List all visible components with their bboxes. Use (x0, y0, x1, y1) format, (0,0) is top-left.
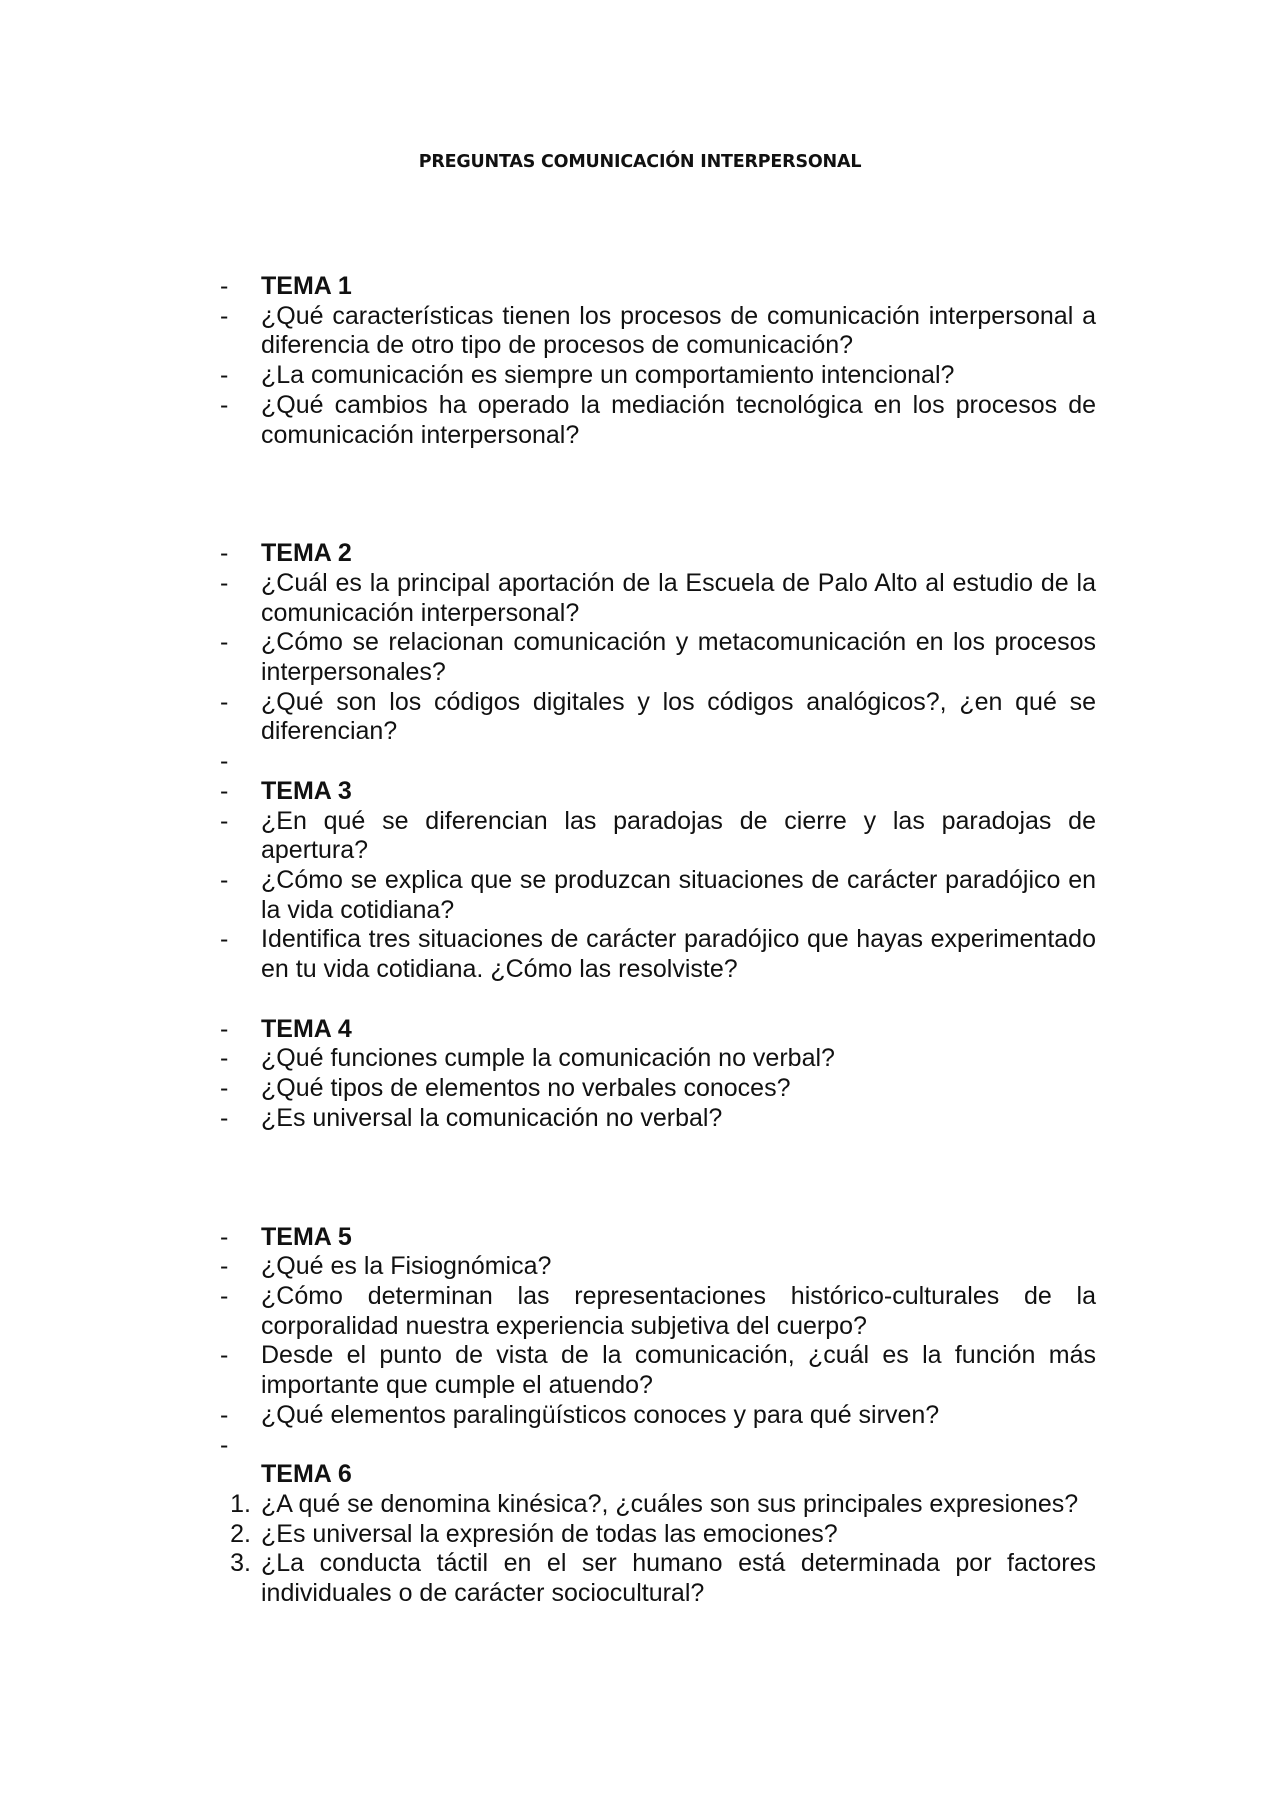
bullet-dash: - (220, 1103, 229, 1132)
tema-6-question-3: ¿La conducta táctil en el ser humano está determinada por factores individuales o de carácter sociocultural? (261, 1549, 1096, 1608)
tema-6-heading: TEMA 6 (261, 1460, 352, 1489)
list-item (220, 1549, 1096, 1608)
bullet-dash: - (220, 390, 229, 419)
tema-6-question-2: ¿Es universal la expresión de todas las emociones? (261, 1519, 838, 1548)
list-item (220, 1044, 1096, 1074)
tema-4-heading: TEMA 4 (261, 1014, 352, 1043)
tema-1-question-2: ¿La comunicación es siempre un comportamiento intencional? (261, 361, 955, 390)
tema-2-heading-row (220, 539, 1096, 569)
tema-4-heading-row (220, 1015, 1096, 1045)
tema-3-heading-row (220, 777, 1096, 807)
bullet-dash: - (220, 628, 229, 657)
spacer (220, 1193, 1096, 1223)
bullet-dash: - (220, 539, 229, 568)
list-number: 1. (230, 1489, 251, 1518)
bullet-dash: - (220, 687, 229, 716)
bullet-dash: - (220, 1222, 229, 1251)
bullet-dash: - (220, 865, 229, 894)
tema-1-heading-row (220, 272, 1096, 302)
spacer (220, 509, 1096, 539)
spacer (220, 1134, 1096, 1193)
bullet-dash: - (220, 1044, 229, 1073)
tema-3-heading: TEMA 3 (261, 776, 352, 805)
list-item (220, 866, 1096, 925)
tema-6-question-1: ¿A qué se denomina kinésica?, ¿cuáles son sus principales expresiones? (261, 1489, 1079, 1518)
list-item (220, 628, 1096, 687)
bullet-dash: - (220, 1281, 229, 1310)
bullet-dash: - (220, 1014, 229, 1043)
spacer (220, 450, 1096, 509)
list-item (220, 1341, 1096, 1400)
bullet-dash: - (220, 1074, 229, 1103)
tema-2-question-3: ¿Qué son los códigos digitales y los códigos analógicos?, ¿en qué se diferencian? (261, 687, 1096, 746)
bullet-dash: - (220, 1341, 229, 1370)
list-item (220, 1074, 1096, 1104)
tema-1-question-1: ¿Qué características tienen los procesos de comunicación interpersonal a diferencia de otro tipo de procesos de comunicación? (261, 301, 1096, 360)
list-item (220, 1282, 1096, 1341)
tema-3-question-3: Identifica tres situaciones de carácter paradójico que hayas experimentado en tu vida cotidiana. ¿Cómo las resolviste? (261, 925, 1096, 984)
bullet-dash: - (220, 747, 229, 776)
bullet-dash: - (220, 361, 229, 390)
list-number: 2. (230, 1519, 251, 1548)
empty-text (261, 1431, 1096, 1461)
tema-4-question-2: ¿Qué tipos de elementos no verbales conoces? (261, 1074, 791, 1103)
list-item (220, 1401, 1096, 1431)
empty-list-item (220, 1431, 1096, 1461)
question-list (220, 272, 1096, 1609)
tema-5-question-1: ¿Qué es la Fisiognómica? (261, 1252, 552, 1281)
empty-list-item (220, 747, 1096, 777)
list-item (220, 1490, 1096, 1520)
list-item (220, 569, 1096, 628)
bullet-dash: - (220, 806, 229, 835)
tema-5-question-3: Desde el punto de vista de la comunicación, ¿cuál es la función más importante que cumple el atuendo? (261, 1341, 1096, 1400)
bullet-dash: - (220, 1430, 229, 1459)
tema-1-heading: TEMA 1 (261, 272, 352, 300)
page-title: PREGUNTAS COMUNICACIÓN INTERPERSONAL (418, 152, 862, 172)
tema-5-heading-row (220, 1223, 1096, 1253)
bullet-dash: - (220, 568, 229, 597)
bullet-dash: - (220, 1400, 229, 1429)
list-item (220, 1520, 1096, 1550)
tema-5-question-2: ¿Cómo determinan las representaciones histórico-culturales de la corporalidad nuestra experiencia subjetiva del cuerpo? (261, 1281, 1096, 1340)
bullet-dash: - (220, 272, 229, 300)
list-item (220, 1252, 1096, 1282)
list-item (220, 925, 1096, 984)
list-item (220, 688, 1096, 747)
list-item (220, 391, 1096, 450)
tema-4-question-1: ¿Qué funciones cumple la comunicación no verbal? (261, 1044, 835, 1073)
tema-2-question-2: ¿Cómo se relacionan comunicación y metacomunicación en los procesos interpersonales? (261, 628, 1096, 687)
tema-1-question-3: ¿Qué cambios ha operado la mediación tecnológica en los procesos de comunicación interpersonal? (261, 390, 1096, 449)
tema-3-question-2: ¿Cómo se explica que se produzcan situaciones de carácter paradójico en la vida cotidiana? (261, 865, 1096, 924)
list-item (220, 1104, 1096, 1134)
tema-2-heading: TEMA 2 (261, 539, 352, 568)
tema-3-question-1: ¿En qué se diferencian las paradojas de cierre y las paradojas de apertura? (261, 806, 1096, 865)
tema-5-question-4: ¿Qué elementos paralingüísticos conoces y para qué sirven? (261, 1400, 940, 1429)
list-item (220, 807, 1096, 866)
bullet-dash: - (220, 925, 229, 954)
tema-5-heading: TEMA 5 (261, 1222, 352, 1251)
tema-2-question-1: ¿Cuál es la principal aportación de la Escuela de Palo Alto al estudio de la comunicación interpersonal? (261, 568, 1096, 627)
list-number: 3. (230, 1549, 251, 1578)
spacer (220, 985, 1096, 1015)
list-item (220, 361, 1096, 391)
tema-4-question-3: ¿Es universal la comunicación no verbal? (261, 1103, 723, 1132)
bullet-dash: - (220, 776, 229, 805)
empty-text (261, 747, 1096, 777)
list-item (220, 302, 1096, 361)
bullet-dash: - (220, 1252, 229, 1281)
bullet-dash: - (220, 301, 229, 330)
tema-6-heading-row (220, 1460, 1096, 1490)
